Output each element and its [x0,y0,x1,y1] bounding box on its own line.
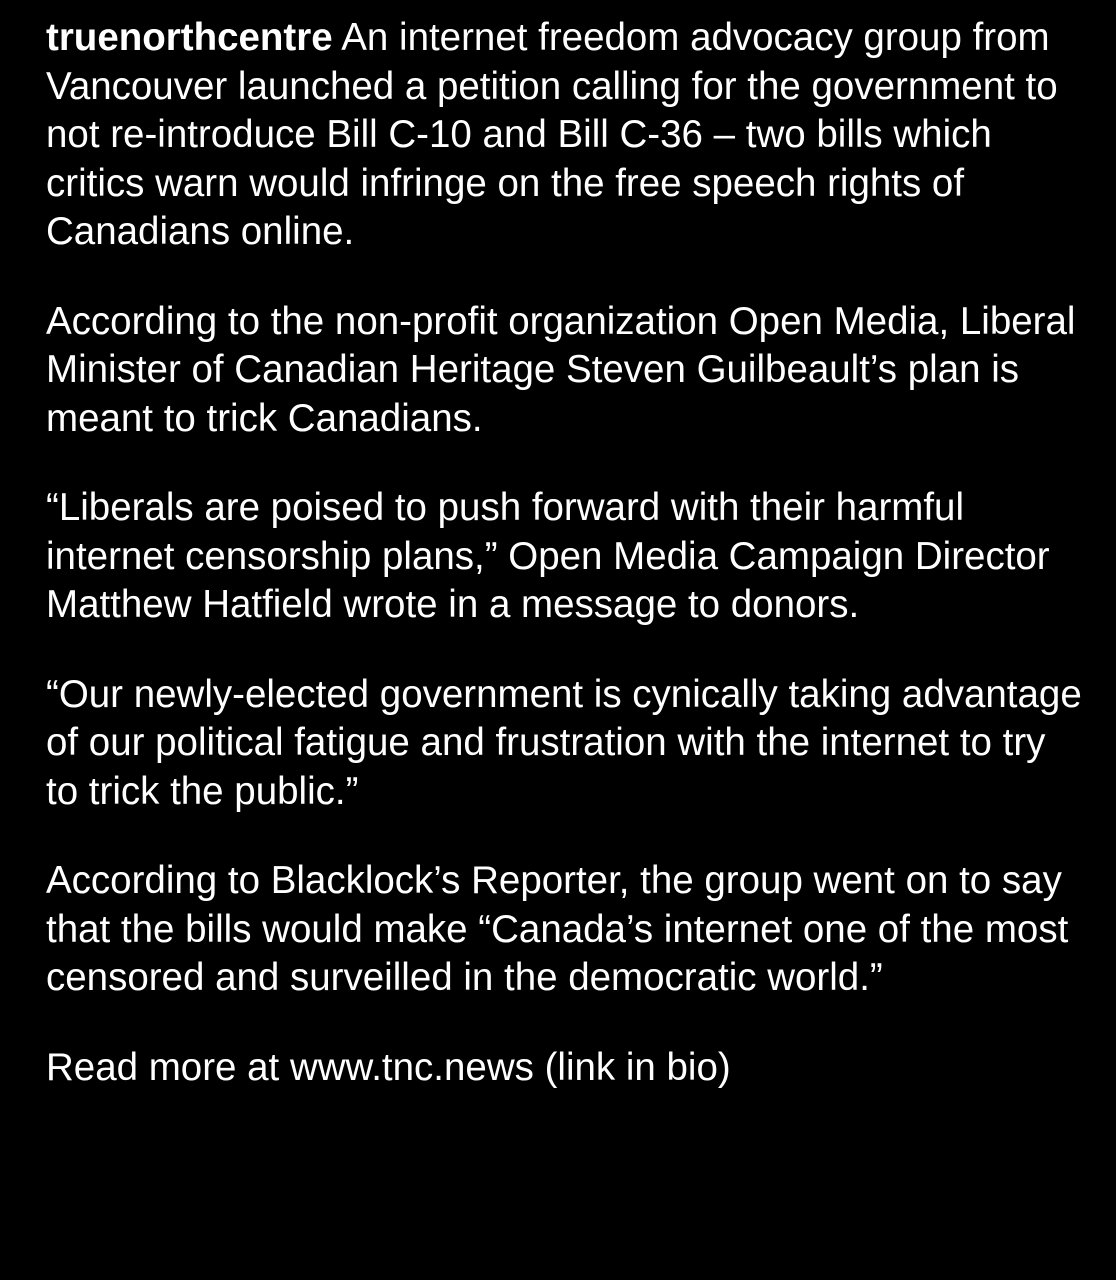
caption-text: An internet freedom advocacy group from Vancouver launched a petition calling for the government to not re-introduce Bill C-10 and Bill C-36 – two bills which critics warn would infringe on the free speech rights of Canadians online. [46,16,1058,253]
caption-paragraph-3: “Liberals are poised to push forward with their harmful internet censorship plans,” Open Media Campaign Director Matthew Hatfield wrote in a message to donors. [46,486,1050,626]
post-caption [46,14,1086,1092]
username-link[interactable]: truenorthcentre [46,16,333,59]
caption-paragraph-1 [46,14,1086,257]
read-more-text: Read more at www.tnc.news (link in bio) [46,1045,731,1089]
caption-paragraph-5: According to Blacklock’s Reporter, the group went on to say that the bills would make “Canada’s internet one of the most censored and surveilled in the democratic world.” [46,859,1069,999]
caption-paragraph-4: “Our newly-elected government is cynically taking advantage of our political fatigue and frustration with the internet to try to trick the public.” [46,672,1082,813]
caption-paragraph-2: According to the non-profit organization Open Media, Liberal Minister of Canadian Heritage Steven Guilbeault’s plan is meant to trick Canadians. [46,299,1076,440]
